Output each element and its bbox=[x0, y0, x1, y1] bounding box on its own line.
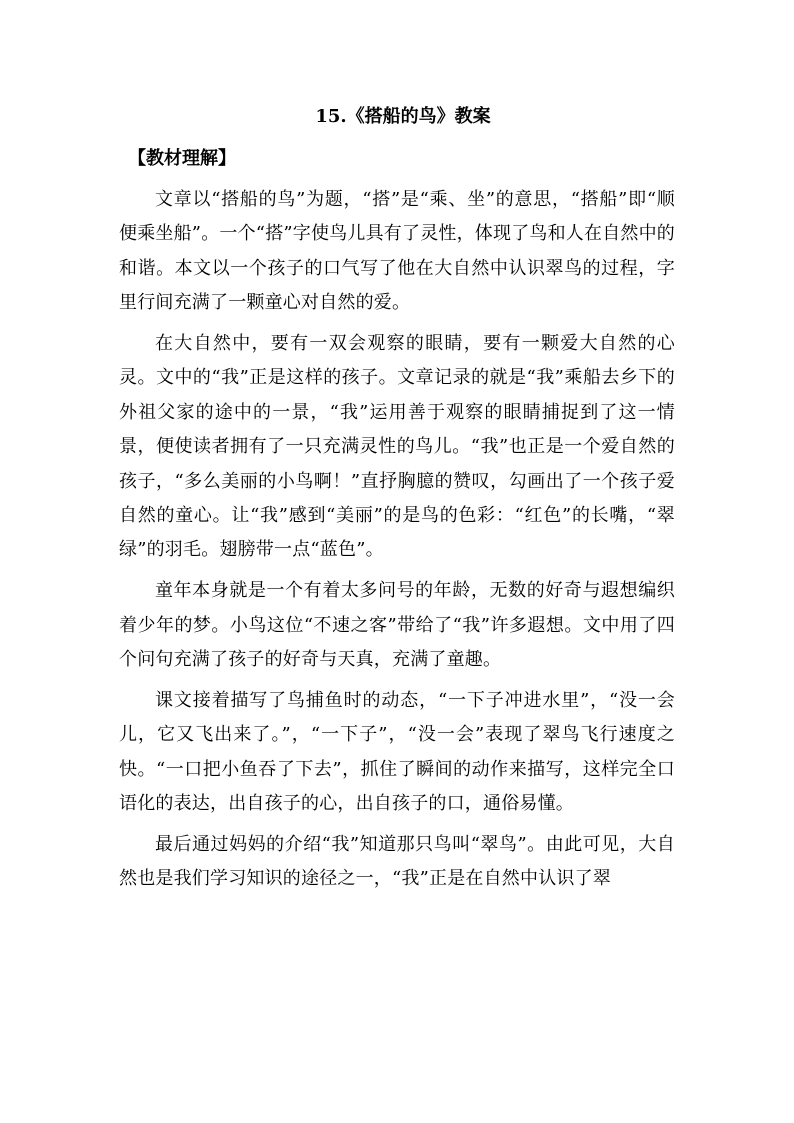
document-title: 15.《搭船的鸟》教案 bbox=[315, 106, 491, 127]
section-heading: 【教材理解】 bbox=[128, 148, 236, 169]
document-body bbox=[119, 183, 675, 897]
paragraph-1: 文章以“搭船的鸟”为题，“搭”是“乘、坐”的意思，“搭船”即“顺便乘坐船”。一个“搭”字使鸟儿具有了灵性，体现了鸟和人在自然中的和谐。本文以一个孩子的口气写了他在大自然中认识翠鸟的过程，字里行间充满了一颗童心对自然的爱。 bbox=[119, 189, 676, 314]
paragraph-2: 在大自然中，要有一双会观察的眼睛，要有一颗爱大自然的心灵。文中的“我”正是这样的孩子。文章记录的就是“我”乘船去乡下的外祖父家的途中的一景，“我”运用善于观察的眼睛捕捉到了这一情景，便使读者拥有了一只充满灵性的鸟儿。“我”也正是一个爱自然的孩子，“多么美丽的小鸟啊！”直抒胸臆的赞叹，勾画出了一个孩子爱自然的童心。让“我”感到“美丽”的是鸟的色彩：“红色”的长嘴，“翠绿”的羽毛。翅膀带一点“蓝色”。 bbox=[119, 333, 675, 561]
paragraph-3: 童年本身就是一个有着太多问号的年龄，无数的好奇与遐想编织着少年的梦。小鸟这位“不速之客”带给了“我”许多遐想。文中用了四个问句充满了孩子的好奇与天真，充满了童趣。 bbox=[119, 580, 675, 671]
paragraph-5: 最后通过妈妈的介绍“我”知道那只鸟叫“翠鸟”。由此可见，大自然也是我们学习知识的途径之一，“我”正是在自然中认识了翠 bbox=[119, 833, 675, 890]
paragraph-4: 课文接着描写了鸟捕鱼时的动态，“一下子冲进水里”，“没一会儿，它又飞出来了。”，“一下子”，“没一会”表现了翠鸟飞行速度之快。“一口把小鱼吞了下去”，抓住了瞬间的动作来描写，这样完全口语化的表达，出自孩子的心，出自孩子的口，通俗易懂。 bbox=[119, 689, 675, 815]
